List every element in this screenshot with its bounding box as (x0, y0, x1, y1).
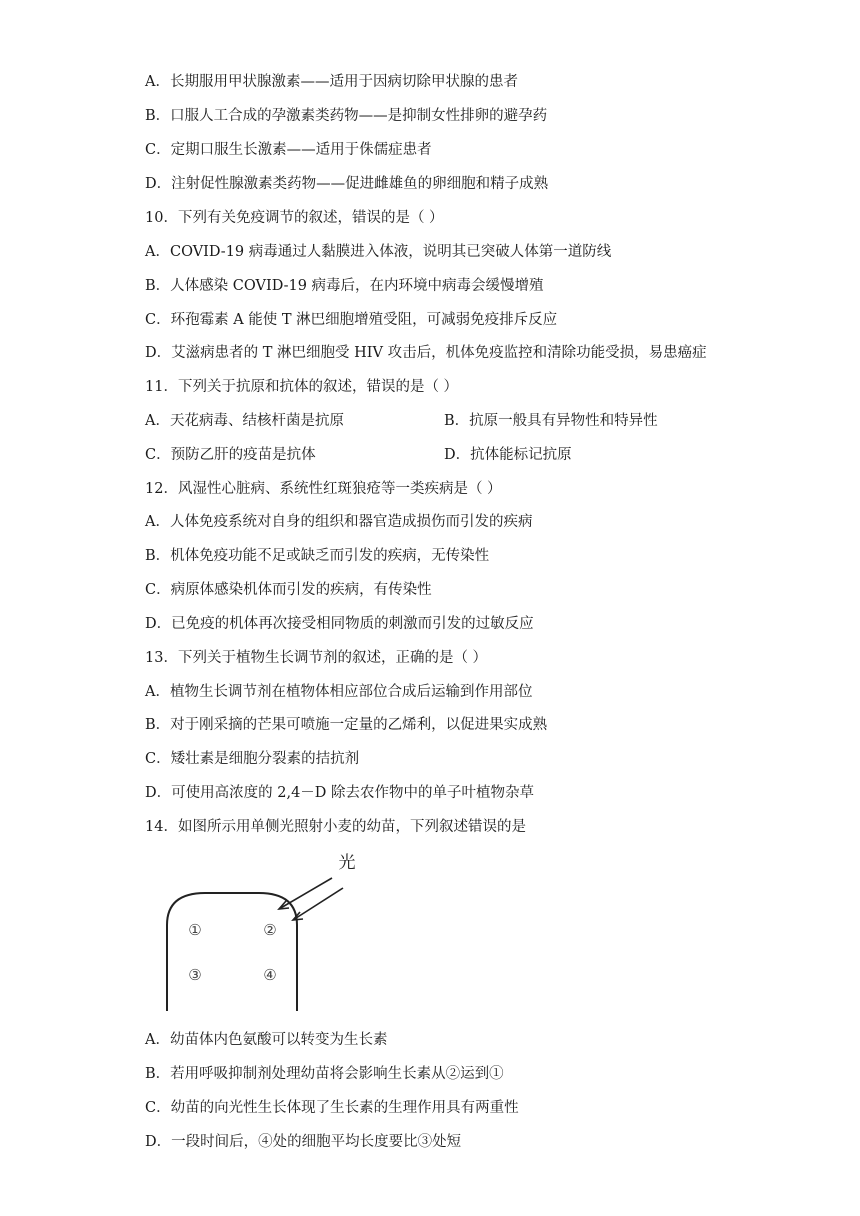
q11-stem: 11．下列关于抗原和抗体的叙述，错误的是（ ） (145, 379, 459, 395)
seedling-outline (167, 893, 297, 1011)
q9-option-d: D．注射促性腺激素类药物——促进雌雄鱼的卵细胞和精子成熟 (145, 176, 549, 192)
light-label: 光 (338, 853, 356, 873)
q12-stem: 12．风湿性心脏病、系统性红斑狼疮等一类疾病是（ ） (145, 481, 502, 497)
q10-option-a: A．COVID-19 病毒通过人黏膜进入体液，说明其已突破人体第一道防线 (145, 244, 612, 260)
q14-option-b: B．若用呼吸抑制剂处理幼苗将会影响生长素从②运到① (145, 1066, 504, 1082)
seedling-diagram (145, 848, 365, 1018)
mark-2: ② (263, 921, 277, 939)
q13-stem: 13．下列关于植物生长调节剂的叙述，正确的是（ ） (145, 650, 488, 666)
q13-option-b: B．对于刚采摘的芒果可喷施一定量的乙烯利，以促进果实成熟 (145, 717, 548, 733)
q11-option-d: D．抗体能标记抗原 (444, 447, 572, 463)
q13-option-c: C．矮壮素是细胞分裂素的拮抗剂 (145, 751, 360, 767)
q12-option-c: C．病原体感染机体而引发的疾病，有传染性 (145, 582, 432, 598)
q12-option-a: A．人体免疫系统对自身的组织和器官造成损伤而引发的疾病 (145, 514, 533, 530)
q11-option-a: A．天花病毒、结核杆菌是抗原 (145, 413, 344, 429)
q9-option-b: B．口服人工合成的孕激素类药物——是抑制女性排卵的避孕药 (145, 108, 548, 124)
q11-option-b: B．抗原一般具有异物性和特异性 (444, 413, 658, 429)
q10-option-b: B．人体感染 COVID-19 病毒后，在内环境中病毒会缓慢增殖 (145, 278, 544, 294)
light-arrows (279, 878, 343, 920)
q9-option-c: C．定期口服生长激素——适用于侏儒症患者 (145, 142, 432, 158)
seedling-light-figure (145, 848, 365, 1018)
q13-option-d: D．可使用高浓度的 2,4－D 除去农作物中的单子叶植物杂草 (145, 785, 535, 801)
q14-option-a: A．幼苗体内色氨酸可以转变为生长素 (145, 1032, 388, 1048)
mark-1: ① (188, 921, 202, 939)
q14-stem: 14．如图所示用单侧光照射小麦的幼苗，下列叙述错误的是 (145, 819, 526, 835)
q12-option-b: B．机体免疫功能不足或缺乏而引发的疾病，无传染性 (145, 548, 490, 564)
q14-option-c: C．幼苗的向光性生长体现了生长素的生理作用具有两重性 (145, 1100, 519, 1116)
q14-option-d: D．一段时间后，④处的细胞平均长度要比③处短 (145, 1134, 462, 1150)
q13-option-a: A．植物生长调节剂在植物体相应部位合成后运输到作用部位 (145, 684, 533, 700)
q11-option-c: C．预防乙肝的疫苗是抗体 (145, 447, 316, 463)
mark-3: ③ (188, 966, 202, 984)
q9-option-a: A．长期服用甲状腺激素——适用于因病切除甲状腺的患者 (145, 74, 518, 90)
q10-option-c: C．环孢霉素 A 能使 T 淋巴细胞增殖受阻，可减弱免疫排斥反应 (145, 312, 558, 328)
q12-option-d: D．已免疫的机体再次接受相同物质的刺激而引发的过敏反应 (145, 616, 534, 632)
q10-option-d: D．艾滋病患者的 T 淋巴细胞受 HIV 攻击后，机体免疫监控和清除功能受损，易患癌症 (145, 345, 707, 361)
mark-4: ④ (263, 966, 277, 984)
q10-stem: 10．下列有关免疫调节的叙述，错误的是（ ） (145, 210, 444, 226)
